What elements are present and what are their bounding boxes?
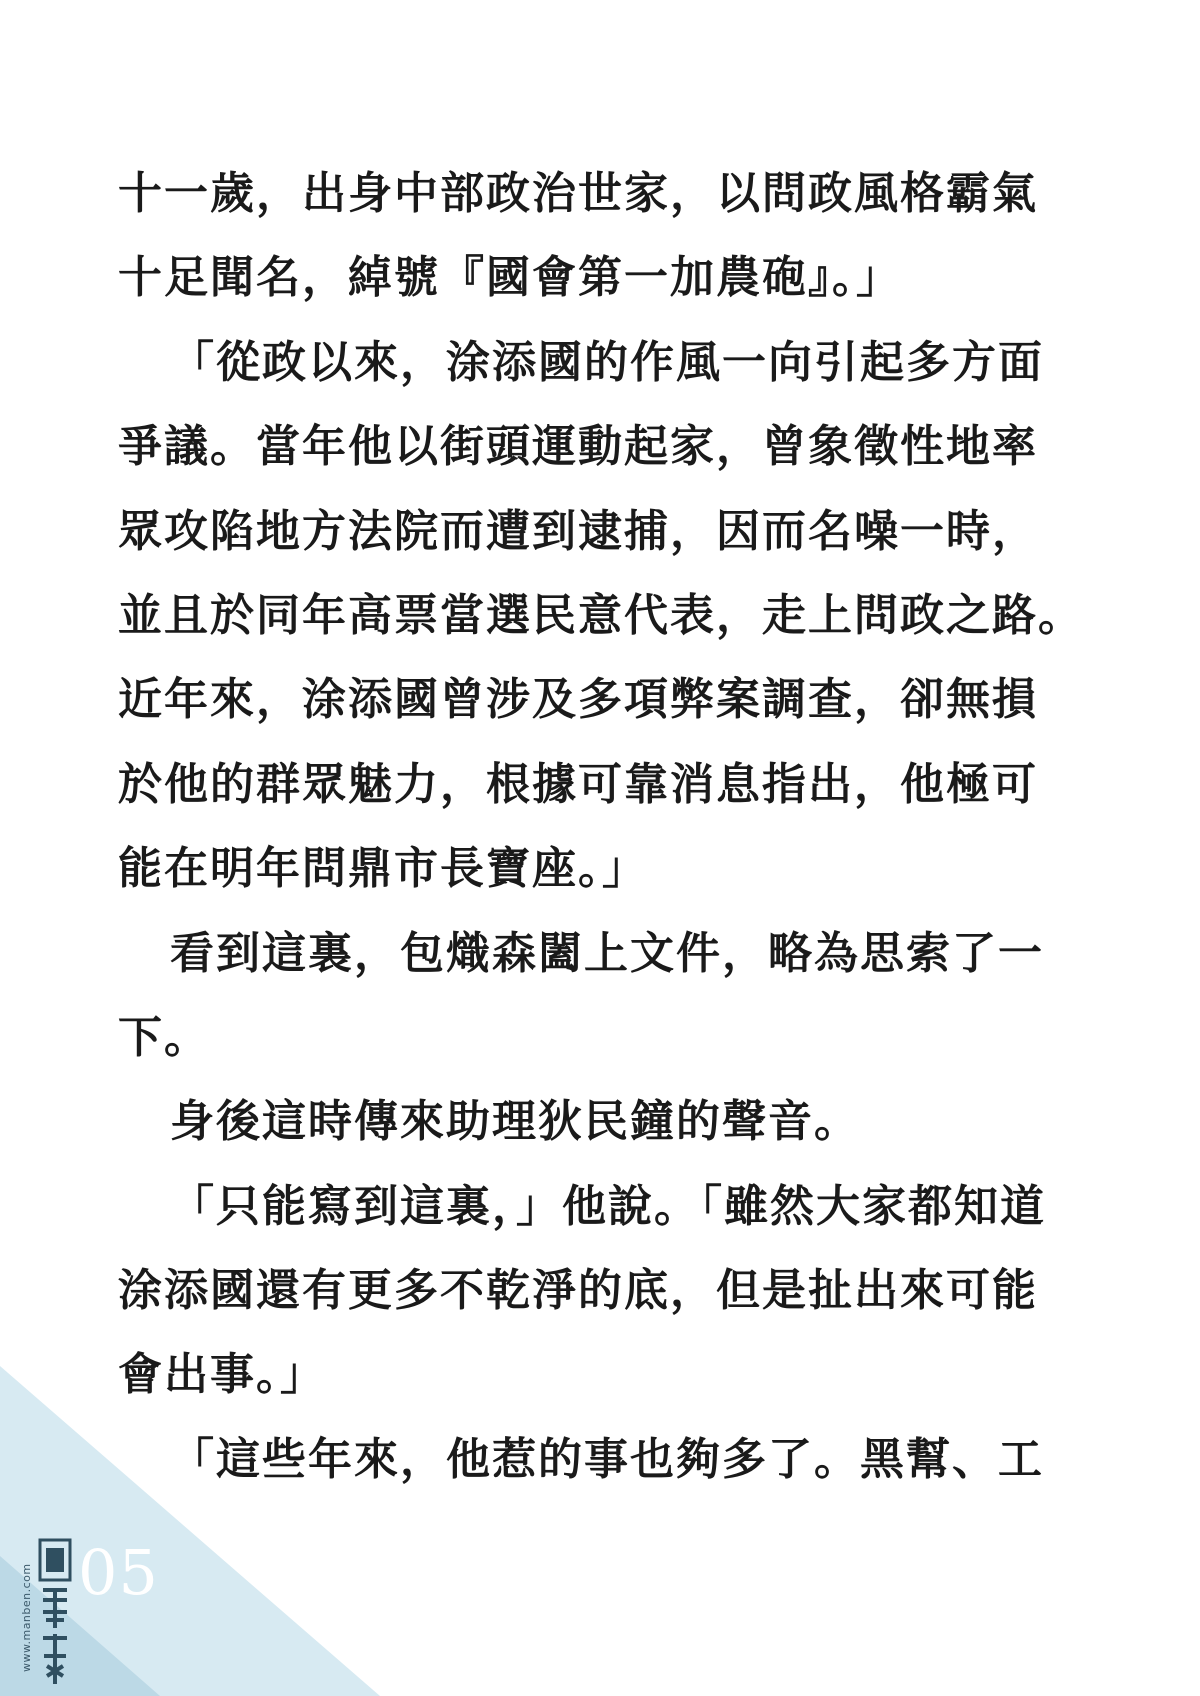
text-line: 並且於同年高票當選民意代表，走上問政之路。 (118, 589, 1084, 641)
text-line: 「從政以來，涂添國的作風一向引起多方面 (170, 336, 1044, 388)
manben-logo-icon (38, 1538, 72, 1688)
text-line: 十足聞名，綽號『國會第一加農砲』。」 (118, 252, 902, 304)
body-text (118, 152, 1088, 1502)
text-line: 下。 (118, 1011, 210, 1063)
text-line: 近年來，涂添國曾涉及多項弊案調查，卻無損 (118, 674, 1038, 726)
text-line: 「只能寫到這裏，」他說。「雖然大家都知道 (170, 1180, 1046, 1232)
text-line: 會出事。」 (118, 1349, 326, 1401)
text-line: 眾攻陷地方法院而遭到逮捕，因而名噪一時， (118, 505, 1038, 557)
page-number: 05 (78, 1536, 159, 1609)
text-line: 能在明年問鼎市長寶座。」 (118, 843, 648, 895)
text-line: 十一歲，出身中部政治世家，以問政風格霸氣 (118, 168, 1038, 219)
text-line: 爭議。當年他以街頭運動起家，曾象徵性地率 (118, 421, 1038, 473)
text-line: 涂添國還有更多不乾淨的底，但是扯出來可能 (118, 1265, 1038, 1317)
text-line: 看到這裏，包熾森闔上文件，略為思索了一 (170, 927, 1044, 979)
watermark-url: www.manben.com (20, 1563, 33, 1672)
text-line: 身後這時傳來助理狄民鐘的聲音。 (170, 1096, 860, 1148)
text-line: 「這些年來，他惹的事也夠多了。黑幫、工 (170, 1433, 1044, 1485)
text-line: 於他的群眾魅力，根據可靠消息指出，他極可 (118, 758, 1038, 810)
